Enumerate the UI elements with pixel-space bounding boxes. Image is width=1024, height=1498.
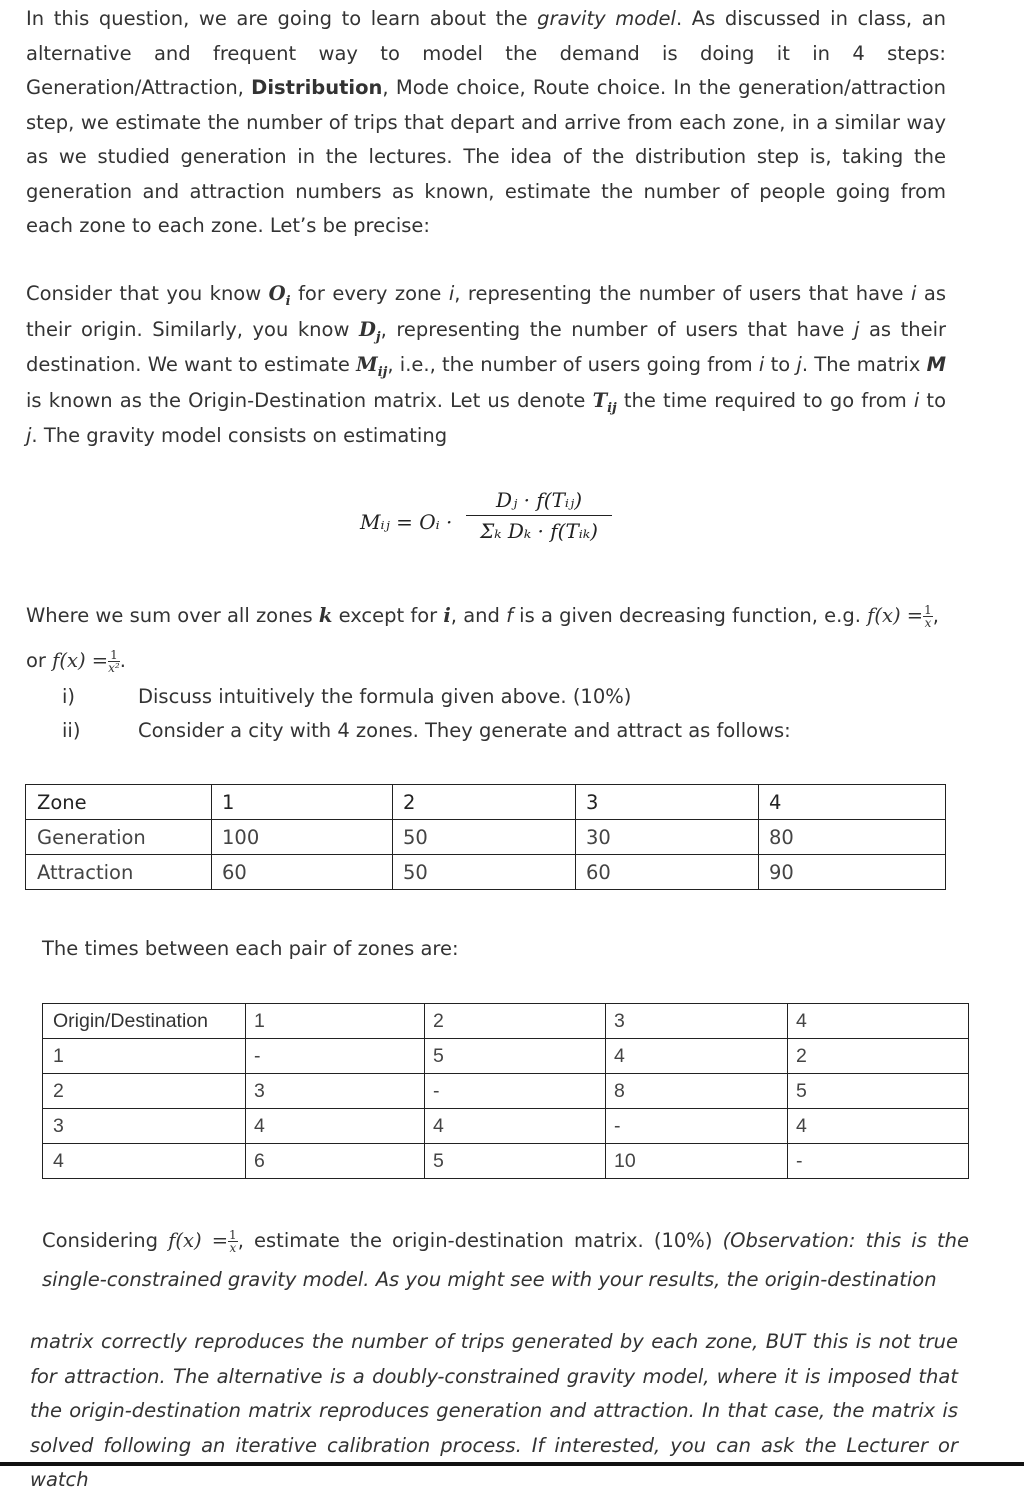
definitions-paragraph: Consider that you know $O_i$ for every zone i, representing the number of users that have i as their origin. Similarly, you know $D_j$, representing the number of users that have j as their destination. We want to estimate $M_{ij}$, i.e., the number of users going from i to j. The matrix M is known as the Origin-Destination matrix. Let us denote $T_{ij}$ the time required to go from i to j. The gravity model consists on estimating bbox=[26, 282, 947, 447]
formula-numerator: Dⱼ · f(Tᵢⱼ) bbox=[466, 488, 612, 516]
formula-denominator: Σₖ Dₖ · f(Tᵢₖ) bbox=[480, 519, 598, 543]
table-row: Zone 1 2 3 4 bbox=[26, 785, 946, 820]
gravity-model-term: gravity model bbox=[537, 7, 676, 30]
zone-generation-table bbox=[25, 784, 946, 890]
table-row: Generation 100 50 30 80 bbox=[26, 820, 946, 855]
formula-lhs: Mᵢⱼ = Oᵢ · bbox=[360, 510, 453, 534]
function-paragraph: Where we sum over all zones k except for i, and f is a given decreasing function, e.g. f(x) = $\frac{1}{x}$ , or f(x) = $\frac{1}{\text{x²}}$ . bbox=[26, 603, 939, 675]
travel-times-table bbox=[42, 1003, 969, 1179]
table-row: 4 6 5 10 - bbox=[43, 1144, 969, 1179]
table-row: Attraction 60 50 60 90 bbox=[26, 855, 946, 890]
question-paragraph: Considering f(x) = $\frac{1}{x}$ , estimate the origin-destination matrix. (10%) (Observation: this is the single-constrained gravity model. As you might see with your results, the origin-destination bbox=[42, 1228, 969, 1291]
table-row: Origin/Destination 1 2 3 4 bbox=[43, 1004, 969, 1039]
formula-fraction bbox=[466, 488, 612, 543]
table-row: 1 - 5 4 2 bbox=[43, 1039, 969, 1074]
bottom-divider bbox=[0, 1462, 1024, 1466]
times-caption: The times between each pair of zones are: bbox=[42, 937, 459, 960]
observation-paragraph: matrix correctly reproduces the number of trips generated by each zone, BUT this is not true for attraction. The alternative is a doubly-constrained gravity model, where it is imposed that the origin-destination matrix reproduces generation and attraction. In that case, the matrix is solved following an iterative calibration process. If interested, you can ask the Lecturer or watch bbox=[30, 1330, 958, 1491]
distribution-term: Distribution bbox=[251, 76, 383, 99]
intro-paragraph: In this question, we are going to learn about the gravity model. As discussed in class, an alternative and frequent way to model the demand is doing it in 4 steps: Generation/Attraction, Distribution, Mode choice, Route choice. In the generation/attraction step, we estimate the number of trips that depart and arrive from each zone, in a similar way as we studied generation in the lectures. The idea of the distribution step is, taking the generation and attraction numbers as known, estimate the number of people going from each zone to each zone. Let’s be precise: bbox=[26, 7, 947, 237]
table-row: 3 4 4 - 4 bbox=[43, 1109, 969, 1144]
table-row: 2 3 - 8 5 bbox=[43, 1074, 969, 1109]
